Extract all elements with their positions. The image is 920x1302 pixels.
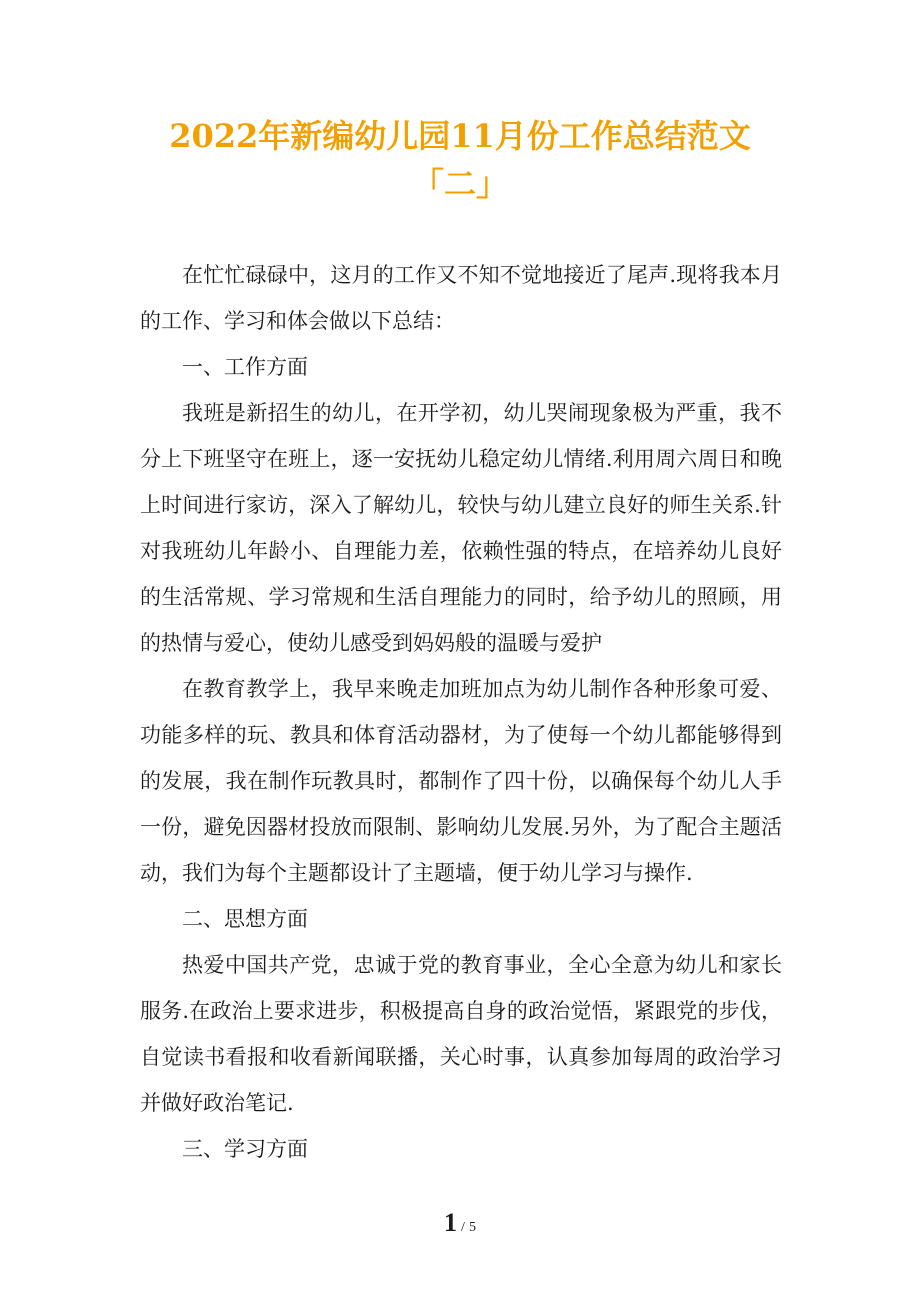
thought-paragraph: 热爱中国共产党，忠诚于党的教育事业，全心全意为幼儿和家长服务.在政治上要求进步，积极提高自身的政治觉悟，紧跟党的步伐，自觉读书看报和收看新闻联播，关心时事，认真参加每周的政治学习并做好政治笔记. <box>140 953 782 1115</box>
document-title: 2022年新编幼儿园11月份工作总结范文「二」 <box>169 117 751 203</box>
work-paragraph-2: 在教育教学上，我早来晚走加班加点为幼儿制作各种形象可爱、功能多样的玩、教具和体育活动器材，为了使每一个幼儿都能够得到的发展，我在制作玩教具时，都制作了四十份，以确保每个幼儿人手一份，避免因器材投放而限制、影响幼儿发展.另外，为了配合主题活动，我们为每个主题都设计了主题墙，便于幼儿学习与操作. <box>140 677 782 885</box>
section-heading-thought: 二、思想方面 <box>182 907 308 931</box>
page-separator: / <box>461 1220 465 1235</box>
intro-paragraph: 在忙忙碌碌中，这月的工作又不知不觉地接近了尾声.现将我本月的工作、学习和体会做以下总结： <box>140 263 782 333</box>
current-page-number: 1 <box>444 1208 458 1237</box>
section-heading-study: 三、学习方面 <box>182 1137 308 1161</box>
total-pages: 5 <box>468 1220 476 1235</box>
work-paragraph-1: 我班是新招生的幼儿，在开学初，幼儿哭闹现象极为严重，我不分上下班坚守在班上，逐一安抚幼儿稳定幼儿情绪.利用周六周日和晚上时间进行家访，深入了解幼儿，较快与幼儿建立良好的师生关系.针对我班幼儿年龄小、自理能力差，依赖性强的特点，在培养幼儿良好的生活常规、学习常规和生活自理能力的同时，给予幼儿的照顾，用的热情与爱心，使幼儿感受到妈妈般的温暖与爱护 <box>140 401 782 655</box>
section-heading-work: 一、工作方面 <box>182 355 308 379</box>
page-footer <box>0 1208 920 1238</box>
document-body <box>140 252 782 1172</box>
